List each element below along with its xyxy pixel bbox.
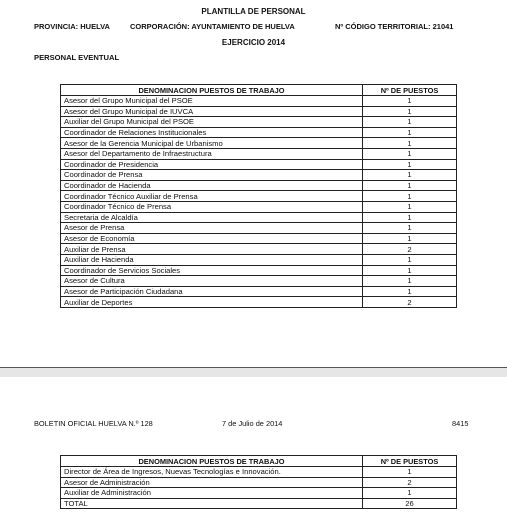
cell-puestos: 1 [363,106,457,117]
cell-denominacion: Asesor del Grupo Municipal del PSOE [61,96,363,107]
page-break [0,368,507,377]
cell-puestos: 1 [363,467,457,478]
table-row [61,488,457,499]
cell-denominacion: Coordinador de Presidencia [61,159,363,170]
cell-denominacion: Asesor de Cultura [61,276,363,287]
cell-denominacion: TOTAL [61,498,363,509]
cell-puestos: 1 [363,276,457,287]
cell-puestos: 1 [363,138,457,149]
cell-puestos: 1 [363,180,457,191]
cell-puestos: 2 [363,244,457,255]
table-row [61,244,457,255]
cell-denominacion: Coordinador de Hacienda [61,180,363,191]
table-row [61,201,457,212]
corporacion-label: CORPORACIÓN: AYUNTAMIENTO DE HUELVA [130,22,295,31]
cell-puestos: 1 [363,212,457,223]
table-row [61,117,457,128]
provincia-label: PROVINCIA: HUELVA [34,22,110,31]
table-row [61,106,457,117]
table-header-row [61,85,457,96]
cell-puestos: 1 [363,488,457,499]
cell-puestos: 26 [363,498,457,509]
page-title: PLANTILLA DE PERSONAL [201,7,306,16]
table-row [61,223,457,234]
boletin-header: BOLETIN OFICIAL HUELVA N.º 128 [34,419,153,428]
page-number: 8415 [452,419,469,428]
cell-denominacion: Asesor de Administración [61,477,363,488]
column-header-puestos: Nº DE PUESTOS [363,456,457,467]
table-row [61,276,457,287]
cell-denominacion: Auxiliar de Administración [61,488,363,499]
cell-puestos: 1 [363,265,457,276]
cell-denominacion: Auxiliar de Deportes [61,297,363,308]
cell-puestos: 1 [363,159,457,170]
cell-denominacion: Coordinador de Relaciones Institucionales [61,127,363,138]
table-row [61,265,457,276]
cell-puestos: 1 [363,201,457,212]
cell-denominacion: Auxiliar de Prensa [61,244,363,255]
table-row [61,127,457,138]
table-row [61,96,457,107]
cell-denominacion: Coordinador de Servicios Sociales [61,265,363,276]
table-row [61,148,457,159]
cell-puestos: 1 [363,223,457,234]
codigo-territorial-label: Nº CÓDIGO TERRITORIAL: 21041 [335,22,454,31]
column-header-denominacion: DENOMINACION PUESTOS DE TRABAJO [61,456,363,467]
cell-puestos: 1 [363,127,457,138]
cell-denominacion: Director de Área de Ingresos, Nuevas Tecnologías e Innovación. [61,467,363,478]
cell-denominacion: Auxiliar del Grupo Municipal del PSOE [61,117,363,128]
cell-puestos: 1 [363,170,457,181]
table-row [61,159,457,170]
column-header-denominacion: DENOMINACION PUESTOS DE TRABAJO [61,85,363,96]
table-row [61,212,457,223]
table-row [61,233,457,244]
table-body [61,96,457,308]
ejercicio-label: EJERCICIO 2014 [221,38,286,47]
table-body [61,467,457,509]
table-row [61,498,457,509]
personal-eventual-table [60,84,457,308]
table-row [61,467,457,478]
table-row [61,254,457,265]
cell-denominacion: Auxiliar de Hacienda [61,254,363,265]
cell-puestos: 1 [363,286,457,297]
table-header-row [61,456,457,467]
table-row [61,138,457,149]
column-header-puestos: Nº DE PUESTOS [363,85,457,96]
cell-denominacion: Asesor de Economía [61,233,363,244]
cell-puestos: 1 [363,96,457,107]
cell-denominacion: Coordinador Técnico Auxiliar de Prensa [61,191,363,202]
cell-puestos: 1 [363,148,457,159]
section-title: PERSONAL EVENTUAL [34,53,120,62]
cell-puestos: 1 [363,254,457,265]
cell-denominacion: Asesor del Departamento de Infraestructura [61,148,363,159]
cell-denominacion: Asesor de Participación Ciudadana [61,286,363,297]
cell-puestos: 2 [363,477,457,488]
cell-puestos: 1 [363,117,457,128]
cell-puestos: 1 [363,233,457,244]
cell-denominacion: Asesor de Prensa [61,223,363,234]
table-row [61,477,457,488]
boletin-date: 7 de Julio de 2014 [222,419,283,428]
cell-denominacion: Coordinador de Prensa [61,170,363,181]
cell-puestos: 1 [363,191,457,202]
table-row [61,286,457,297]
table-row [61,180,457,191]
cell-denominacion: Secretaria de Alcaldía [61,212,363,223]
cell-denominacion: Coordinador Técnico de Prensa [61,201,363,212]
table-row [61,191,457,202]
table-row [61,297,457,308]
cell-denominacion: Asesor del Grupo Municipal de IUVCA [61,106,363,117]
personal-table-continued [60,455,457,509]
table-row [61,170,457,181]
cell-denominacion: Asesor de la Gerencia Municipal de Urbanismo [61,138,363,149]
cell-puestos: 2 [363,297,457,308]
